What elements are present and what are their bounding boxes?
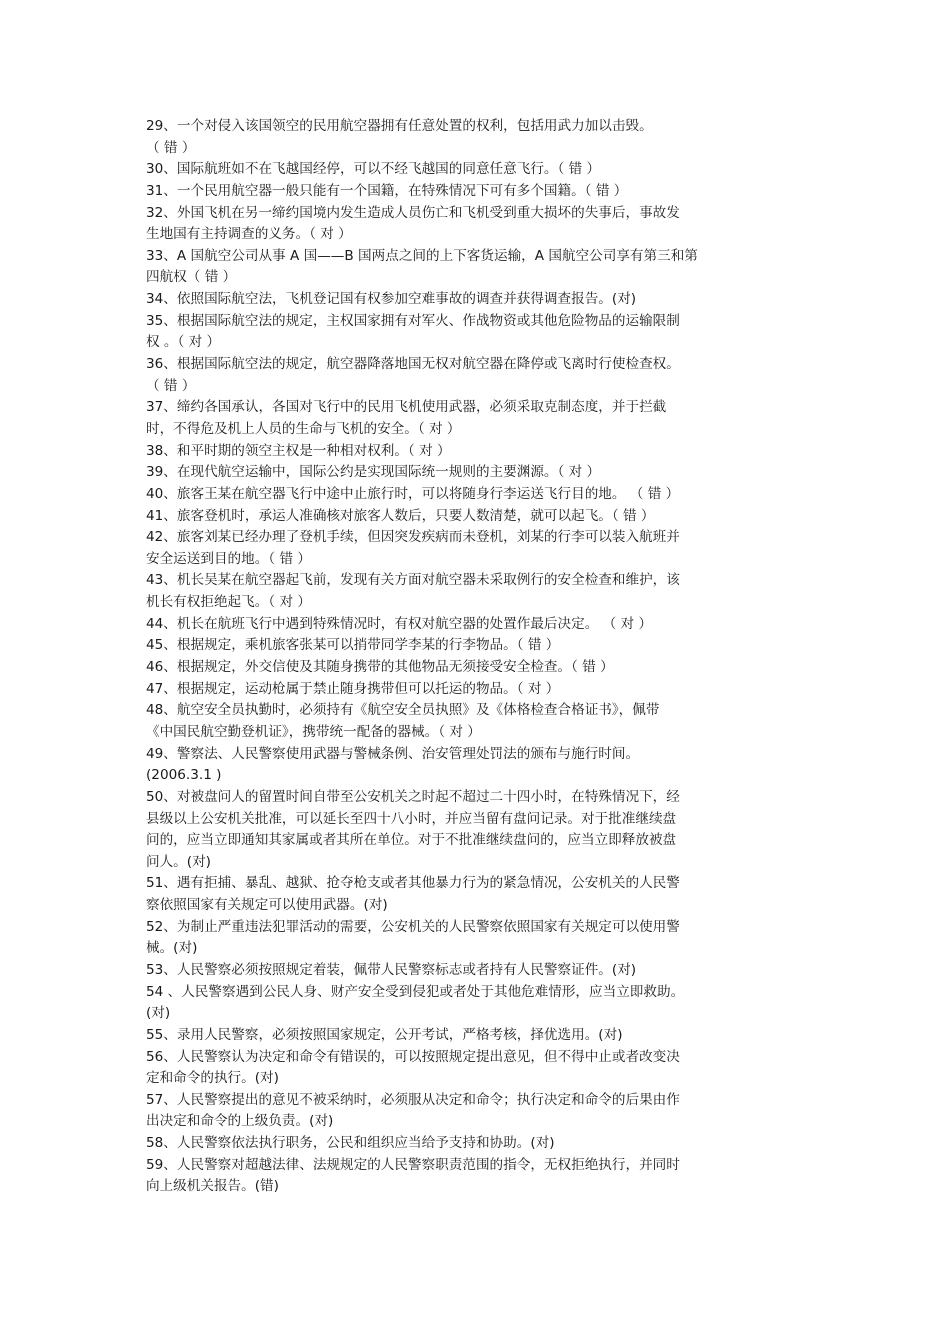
text-line: 56、人民警察认为决定和命令有错误的，可以按照规定提出意见，但不得中止或者改变决	[146, 1048, 680, 1065]
text-line: 察依照国家有关规定可以使用武器。(对)	[146, 897, 388, 914]
text-line: 问人。(对)	[146, 853, 211, 870]
text-line: 生地国有主持调查的义务。（ 对 ）	[146, 226, 352, 243]
text-line: 45、根据规定，乘机旅客张某可以捎带同学李某的行李物品。（ 错 ）	[146, 637, 560, 654]
text-line: （ 错 ）	[146, 139, 196, 156]
text-line: 51、遇有拒捕、暴乱、越狱、抢夺枪支或者其他暴力行为的紧急情况，公安机关的人民警	[146, 875, 680, 892]
text-line: 出决定和命令的上级负责。(对)	[146, 1113, 334, 1130]
text-line: 39、在现代航空运输中，国际公约是实现国际统一规则的主要渊源。（ 对 ）	[146, 464, 601, 481]
text-line: (2006.3.1 )	[146, 767, 222, 784]
text-line: 安全运送到目的地。（ 错 ）	[146, 550, 311, 567]
text-line: 29、一个对侵入该国领空的民用航空器拥有任意处置的权利，包括用武力加以击毁。	[146, 118, 653, 134]
text-line: 36、根据国际航空法的规定，航空器降落地国无权对航空器在降停或飞离时行使检查权。	[146, 356, 680, 373]
text-line: 42、旅客刘某已经办理了登机手续，但因突发疾病而未登机，刘某的行李可以装入航班并	[146, 529, 680, 546]
text-line: 40、旅客王某在航空器飞行中途中止旅行时，可以将随身行李运送飞行目的地。 （ 错 ）	[146, 485, 680, 502]
text-line: 机长有权拒绝起飞。（ 对 ）	[146, 594, 311, 611]
text-line: 43、机长吴某在航空器起飞前，发现有关方面对航空器未采取例行的安全检查和维护，该	[146, 572, 680, 589]
text-line: 38、和平时期的领空主权是一种相对权利。（ 对 ）	[146, 442, 451, 459]
text-line: 59、人民警察对超越法律、法规规定的人民警察职责范围的指令，无权拒绝执行，并同时	[146, 1156, 680, 1173]
text-line: (对)	[146, 1005, 171, 1022]
text-line: （ 错 ）	[146, 377, 196, 394]
text-line: 55、录用人民警察，必须按照国家规定，公开考试，严格考核，择优选用。(对)	[146, 1026, 623, 1043]
text-line: 30、国际航班如不在飞越国经停，可以不经飞越国的同意任意飞行。（ 错 ）	[146, 161, 601, 178]
text-line: 49、警察法、人民警察使用武器与警械条例、治安管理处罚法的颁布与施行时间。	[146, 745, 640, 762]
text-line: 50、对被盘问人的留置时间自带至公安机关之时起不超过二十四小时，在特殊情况下，经	[146, 788, 680, 805]
text-line: 权 。（ 对 ）	[146, 334, 221, 351]
text-line: 44、机长在航班飞行中遇到特殊情况时，有权对航空器的处置作最后决定。 （ 对 ）	[146, 615, 653, 632]
text-line: 《中国民航空勤登机证》，携带统一配备的器械。（ 对 ）	[146, 723, 481, 740]
text-line: 31、一个民用航空器一般只能有一个国籍，在特殊情况下可有多个国籍。（ 错 ）	[146, 182, 628, 199]
text-line: 问的，应当立即通知其家属或者其所在单位。对于不批准继续盘问的，应当立即释放被盘	[146, 832, 677, 849]
text-line: 32、外国飞机在另一缔约国境内发生造成人员伤亡和飞机受到重大损坏的失事后，事故发	[146, 204, 680, 221]
text-line: 四航权（ 错 ）	[146, 269, 237, 286]
text-line: 33、A 国航空公司从事 A 国——B 国两点之间的上下客货运输，A 国航空公司享有第三和第	[146, 247, 698, 264]
text-line: 时，不得危及机上人员的生命与飞机的安全。（ 对 ）	[146, 420, 461, 437]
text-line: 48、航空安全员执勤时，必须持有《航空安全员执照》及《体格检查合格证书》，佩带	[146, 702, 660, 719]
text-line: 47、根据规定，运动枪属于禁止随身携带但可以托运的物品。（ 对 ）	[146, 680, 560, 697]
text-line: 46、根据规定，外交信使及其随身携带的其他物品无须接受安全检查。（ 错 ）	[146, 659, 614, 676]
text-line: 58、人民警察依法执行职务，公民和组织应当给予支持和协助。(对)	[146, 1135, 555, 1152]
text-line: 县级以上公安机关批准，可以延长至四十八小时，并应当留有盘问记录。对于批准继续盘	[146, 810, 677, 827]
document-body	[146, 116, 812, 1198]
text-line: 57、人民警察提出的意见不被采纳时，必须服从决定和命令；执行决定和命令的后果由作	[146, 1091, 680, 1108]
text-line: 械。(对)	[146, 940, 198, 957]
text-line: 向上级机关报告。(错)	[146, 1178, 279, 1195]
text-line: 52、为制止严重违法犯罪活动的需要，公安机关的人民警察依照国家有关规定可以使用警	[146, 918, 680, 935]
text-line: 41、旅客登机时，承运人准确核对旅客人数后，只要人数清楚，就可以起飞。（ 错 ）	[146, 507, 655, 524]
text-line: 35、根据国际航空法的规定，主权国家拥有对军火、作战物资或其他危险物品的运输限制	[146, 312, 680, 329]
text-line: 53、人民警察必须按照规定着装，佩带人民警察标志或者持有人民警察证件。(对)	[146, 961, 637, 978]
text-line: 定和命令的执行。(对)	[146, 1070, 279, 1087]
text-line: 54 、人民警察遇到公民人身、财产安全受到侵犯或者处于其他危难情形，应当立即救助。	[146, 983, 685, 1000]
text-line: 34、依照国际航空法，飞机登记国有权参加空难事故的调查并获得调查报告。(对)	[146, 291, 637, 308]
text-line: 37、缔约各国承认，各国对飞行中的民用飞机使用武器，必须采取克制态度，并于拦截	[146, 399, 667, 416]
